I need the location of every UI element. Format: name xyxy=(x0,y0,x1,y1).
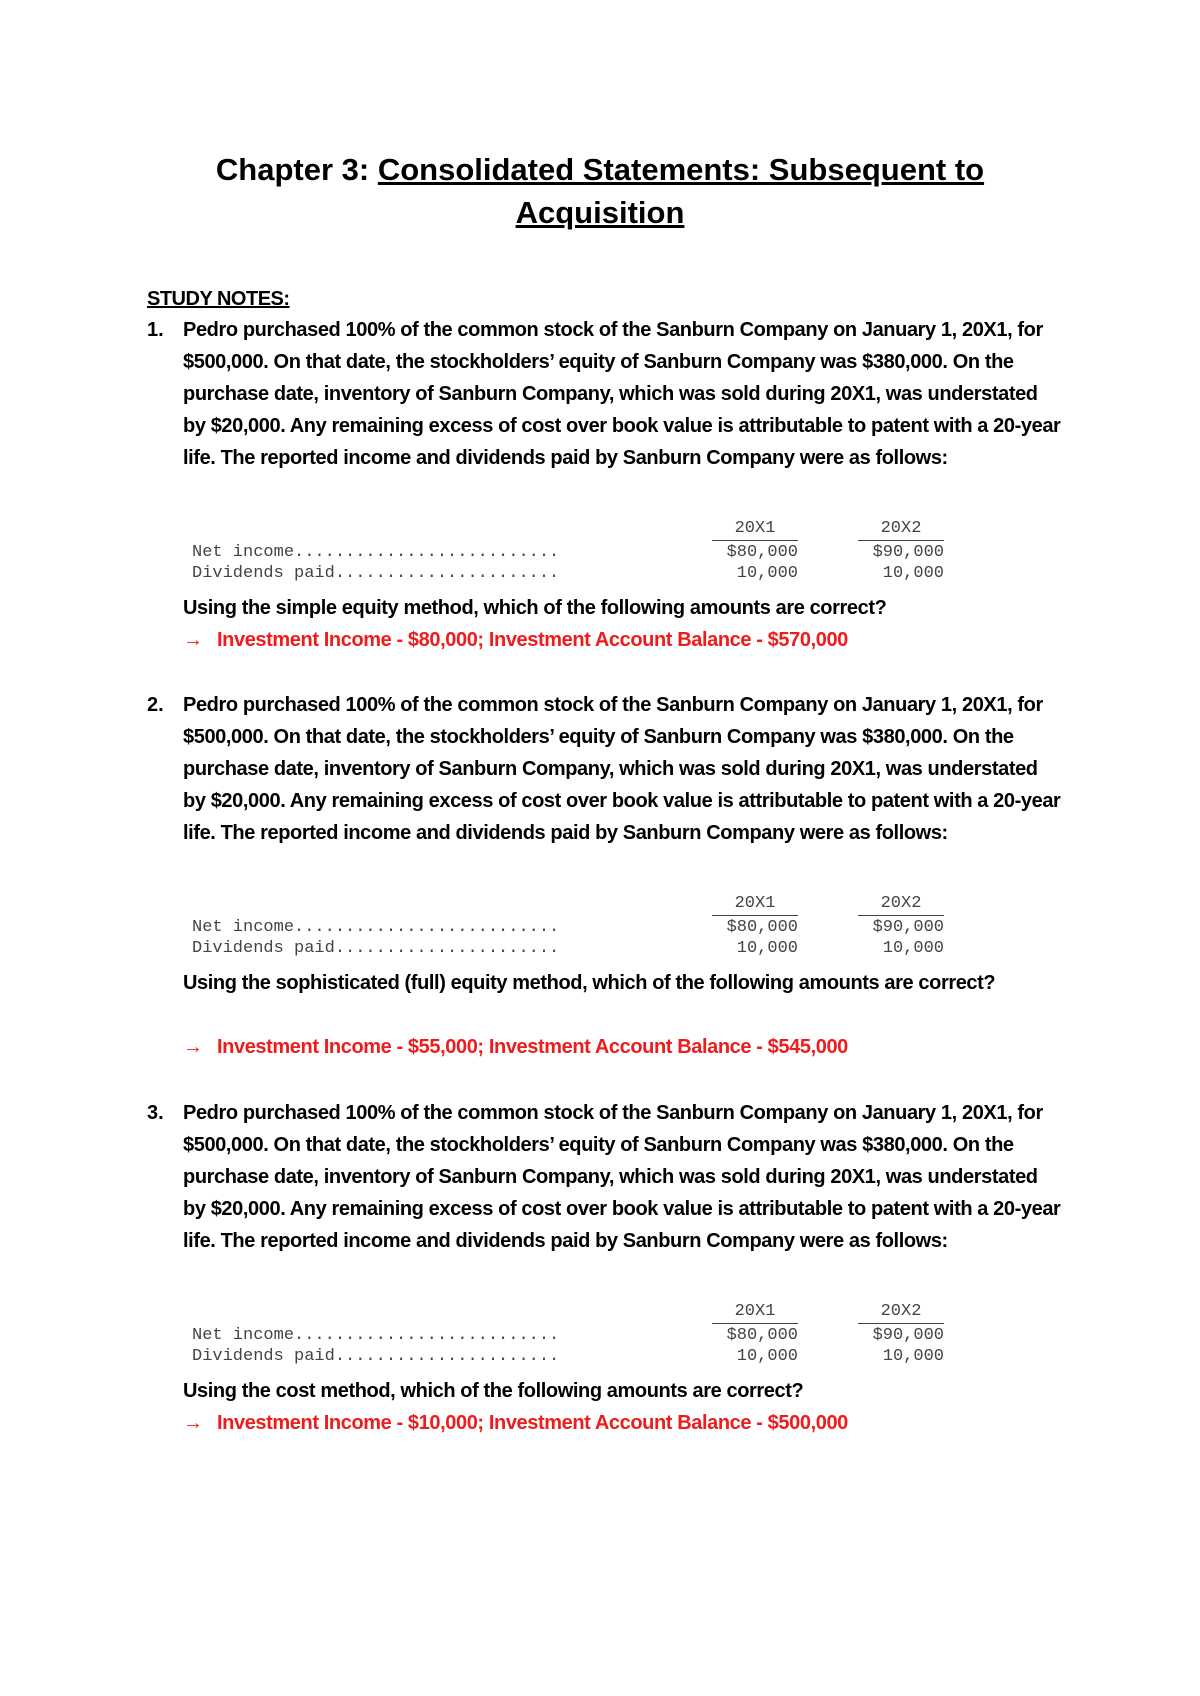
cell-dividends-20x1: 10,000 xyxy=(736,1347,798,1366)
col-header-20x2: 20X2 xyxy=(858,518,944,541)
cell-net-income-20x2: $90,000 xyxy=(872,1326,944,1345)
cell-net-income-20x1: $80,000 xyxy=(726,1326,798,1345)
cell-net-income-20x2: $90,000 xyxy=(872,918,944,937)
income-table xyxy=(192,1301,952,1366)
cell-dividends-20x1: 10,000 xyxy=(736,564,798,583)
arrow-icon: → xyxy=(183,1036,203,1058)
row-label-net-income: Net income.......................... xyxy=(192,1326,560,1345)
col-header-20x1: 20X1 xyxy=(712,893,798,916)
question-prompt: Using the sophisticated (full) equity method, which of the following amounts are correct? xyxy=(183,972,996,994)
answer-text: Investment Income - $80,000; Investment Account Balance - $570,000 xyxy=(217,629,848,651)
question-number: 1. xyxy=(147,319,164,341)
row-label-net-income: Net income.......................... xyxy=(192,543,560,562)
answer-line xyxy=(183,1031,1083,1063)
answer-text: Investment Income - $10,000; Investment Account Balance - $500,000 xyxy=(217,1412,848,1434)
row-label-dividends: Dividends paid...................... xyxy=(192,564,560,583)
cell-net-income-20x1: $80,000 xyxy=(726,918,798,937)
cell-net-income-20x2: $90,000 xyxy=(872,543,944,562)
answer-line xyxy=(183,624,1083,656)
answer-line xyxy=(183,1407,1083,1439)
question-prompt: Using the simple equity method, which of the following amounts are correct? xyxy=(183,597,887,619)
row-label-dividends: Dividends paid...................... xyxy=(192,1347,560,1366)
col-header-20x1: 20X1 xyxy=(712,518,798,541)
question-stem: Pedro purchased 100% of the common stock of the Sanburn Company on January 1, 20X1, for $500,000. On that date, the stockholders’ equity of Sanburn Company was $380,000. On the purchase date, inventory of Sanburn Company, which was sold during 20X1, was understated by $20,000. Any remaining excess of cost over book value is attributable to patent with a 20-year life. The reported income and dividends paid by Sanburn Company were as follows: xyxy=(183,694,1061,844)
cell-dividends-20x2: 10,000 xyxy=(882,1347,944,1366)
question-number: 3. xyxy=(147,1102,164,1124)
income-table xyxy=(192,518,952,583)
title-underlined-line1: Consolidated Statements: Subsequent to xyxy=(377,152,985,187)
row-label-net-income: Net income.......................... xyxy=(192,918,560,937)
question-stem: Pedro purchased 100% of the common stock of the Sanburn Company on January 1, 20X1, for $500,000. On that date, the stockholders’ equity of Sanburn Company was $380,000. On the purchase date, inventory of Sanburn Company, which was sold during 20X1, was understated by $20,000. Any remaining excess of cost over book value is attributable to patent with a 20-year life. The reported income and dividends paid by Sanburn Company were as follows: xyxy=(183,319,1061,469)
income-table xyxy=(192,893,952,958)
cell-dividends-20x2: 10,000 xyxy=(882,564,944,583)
question-stem: Pedro purchased 100% of the common stock of the Sanburn Company on January 1, 20X1, for $500,000. On that date, the stockholders’ equity of Sanburn Company was $380,000. On the purchase date, inventory of Sanburn Company, which was sold during 20X1, was understated by $20,000. Any remaining excess of cost over book value is attributable to patent with a 20-year life. The reported income and dividends paid by Sanburn Company were as follows: xyxy=(183,1102,1061,1252)
col-header-20x2: 20X2 xyxy=(858,893,944,916)
title-prefix: Chapter 3: xyxy=(215,152,378,187)
row-label-dividends: Dividends paid...................... xyxy=(192,939,560,958)
question-prompt: Using the cost method, which of the following amounts are correct? xyxy=(183,1380,804,1402)
arrow-icon: → xyxy=(183,629,203,651)
study-notes-heading: STUDY NOTES: xyxy=(147,288,290,310)
cell-net-income-20x1: $80,000 xyxy=(726,543,798,562)
cell-dividends-20x1: 10,000 xyxy=(736,939,798,958)
page-title xyxy=(0,148,1200,234)
question-number: 2. xyxy=(147,694,164,716)
cell-dividends-20x2: 10,000 xyxy=(882,939,944,958)
col-header-20x2: 20X2 xyxy=(858,1301,944,1324)
answer-text: Investment Income - $55,000; Investment Account Balance - $545,000 xyxy=(217,1036,848,1058)
title-underlined-line2: Acquisition xyxy=(515,195,685,230)
col-header-20x1: 20X1 xyxy=(712,1301,798,1324)
arrow-icon: → xyxy=(183,1412,203,1434)
